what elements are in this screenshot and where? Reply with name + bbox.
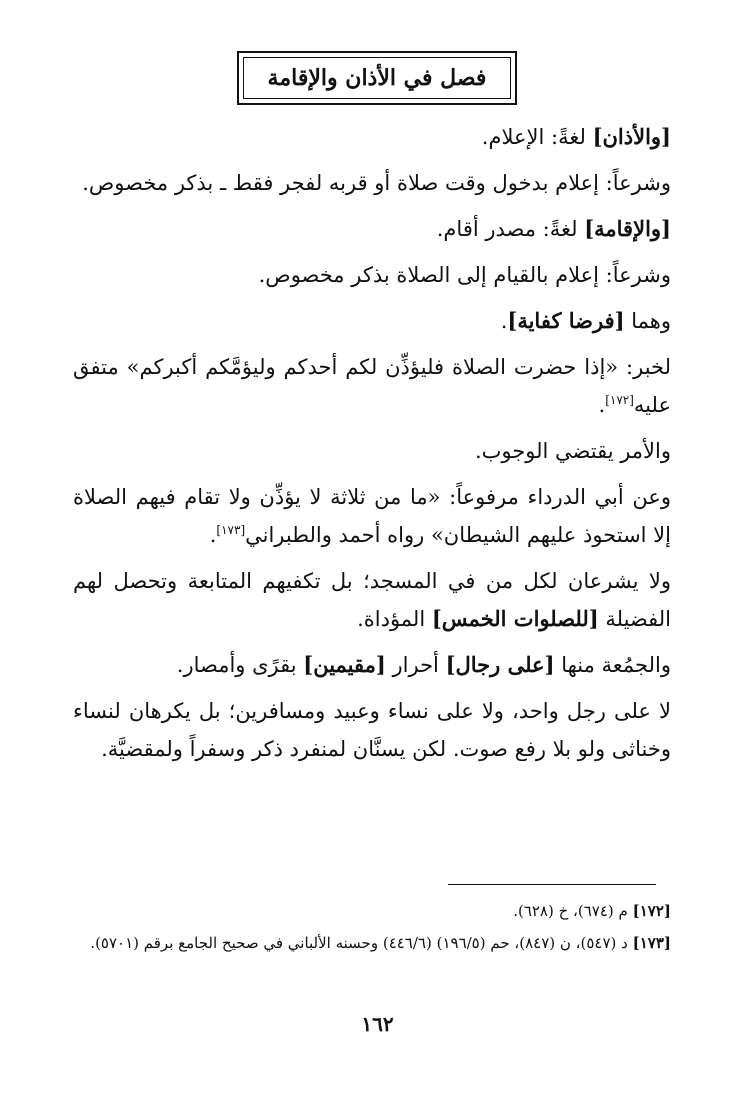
footnotes [73, 896, 671, 960]
paragraph-text: لغةً: الإعلام. [481, 125, 593, 149]
footnote-text: م (٦٧٤)، خ (٦٢٨). [513, 902, 633, 920]
paragraph-text: . [209, 523, 217, 547]
paragraph-text: ولا يشرعان لكل من في المسجد؛ بل تكفيهم المتابعة وتحصل لهم الفضيلة [73, 569, 671, 631]
paragraph-adhan-sharia [73, 164, 671, 202]
term-fard-kifaya: [فرضا كفاية] [507, 308, 625, 333]
paragraph-jumuah [73, 646, 671, 684]
paragraph-text: . [598, 393, 606, 417]
paragraph-text: المؤداة. [357, 607, 432, 631]
paragraph-text: والجمُعة منها [554, 653, 671, 677]
main-text [73, 118, 671, 776]
footnote-173 [73, 928, 671, 958]
paragraph-adhan-definition [73, 118, 671, 156]
paragraph-text: أحرار [385, 653, 446, 677]
paragraph-hadith-1 [73, 348, 671, 424]
paragraph-text: وشرعاً: إعلام بالقيام إلى الصلاة بذكر مخصوص. [258, 263, 671, 287]
paragraph-iqama-sharia [73, 256, 671, 294]
footnote-172 [73, 896, 671, 926]
paragraph-text: لخبر: «إذا حضرت الصلاة فليؤذِّن لكم أحدكم وليؤمَّكم أكبركم» متفق عليه [73, 355, 671, 417]
paragraph-text: . [500, 309, 508, 333]
paragraph-exemptions [73, 692, 671, 768]
paragraph-command-obligation [73, 432, 671, 470]
paragraph-iqama-definition [73, 210, 671, 248]
paragraph-mosque [73, 562, 671, 638]
term-five-prayers: [للصلوات الخمس] [431, 606, 599, 631]
footnote-ref-172[interactable]: [١٧٢] [605, 393, 634, 407]
term-adhan: [والأذان] [592, 124, 671, 149]
footnote-ref-173[interactable]: [١٧٣] [216, 523, 246, 537]
term-on-men: [على رجال] [445, 652, 555, 677]
page-number: ١٦٢ [361, 1012, 394, 1036]
footnote-number: [١٧٣] [632, 934, 671, 952]
footnote-number: [١٧٢] [632, 902, 671, 920]
paragraph-text: والأمر يقتضي الوجوب. [474, 439, 671, 463]
footnote-text: د (٥٤٧)، ن (٨٤٧)، حم (١٩٦/٥) (٤٤٦/٦) وحسنه الألباني في صحيح الجامع برقم (٥٧٠١). [90, 934, 633, 952]
paragraph-ruling [73, 302, 671, 340]
chapter-title: فصل في الأذان والإقامة [243, 57, 511, 99]
paragraph-text: بقرًى وأمصار. [176, 653, 304, 677]
paragraph-text: وهما [624, 309, 671, 333]
paragraph-text: وعن أبي الدرداء مرفوعاً: «ما من ثلاثة لا يؤذِّن ولا تقام فيهم الصلاة إلا استحوذ عليهم الشيطان» رواه أحمد والطبراني [73, 485, 671, 547]
paragraph-text: لا على رجل واحد، ولا على نساء وعبيد ومسافرين؛ بل يكرهان لنساء وخناثى ولو بلا رفع صوت. لكن يسنَّان لمنفرد ذكر وسفراً ولمقضيَّة. [73, 699, 671, 761]
footnote-divider [448, 884, 656, 885]
chapter-title-frame [237, 51, 517, 105]
term-residents: [مقيمين] [303, 652, 386, 677]
paragraph-text: وشرعاً: إعلام بدخول وقت صلاة أو قربه لفجر فقط ـ بذكر مخصوص. [82, 171, 671, 195]
term-iqama: [والإقامة] [584, 216, 671, 241]
paragraph-text: لغةً: مصدر أقام. [436, 217, 585, 241]
paragraph-hadith-2 [73, 478, 671, 554]
